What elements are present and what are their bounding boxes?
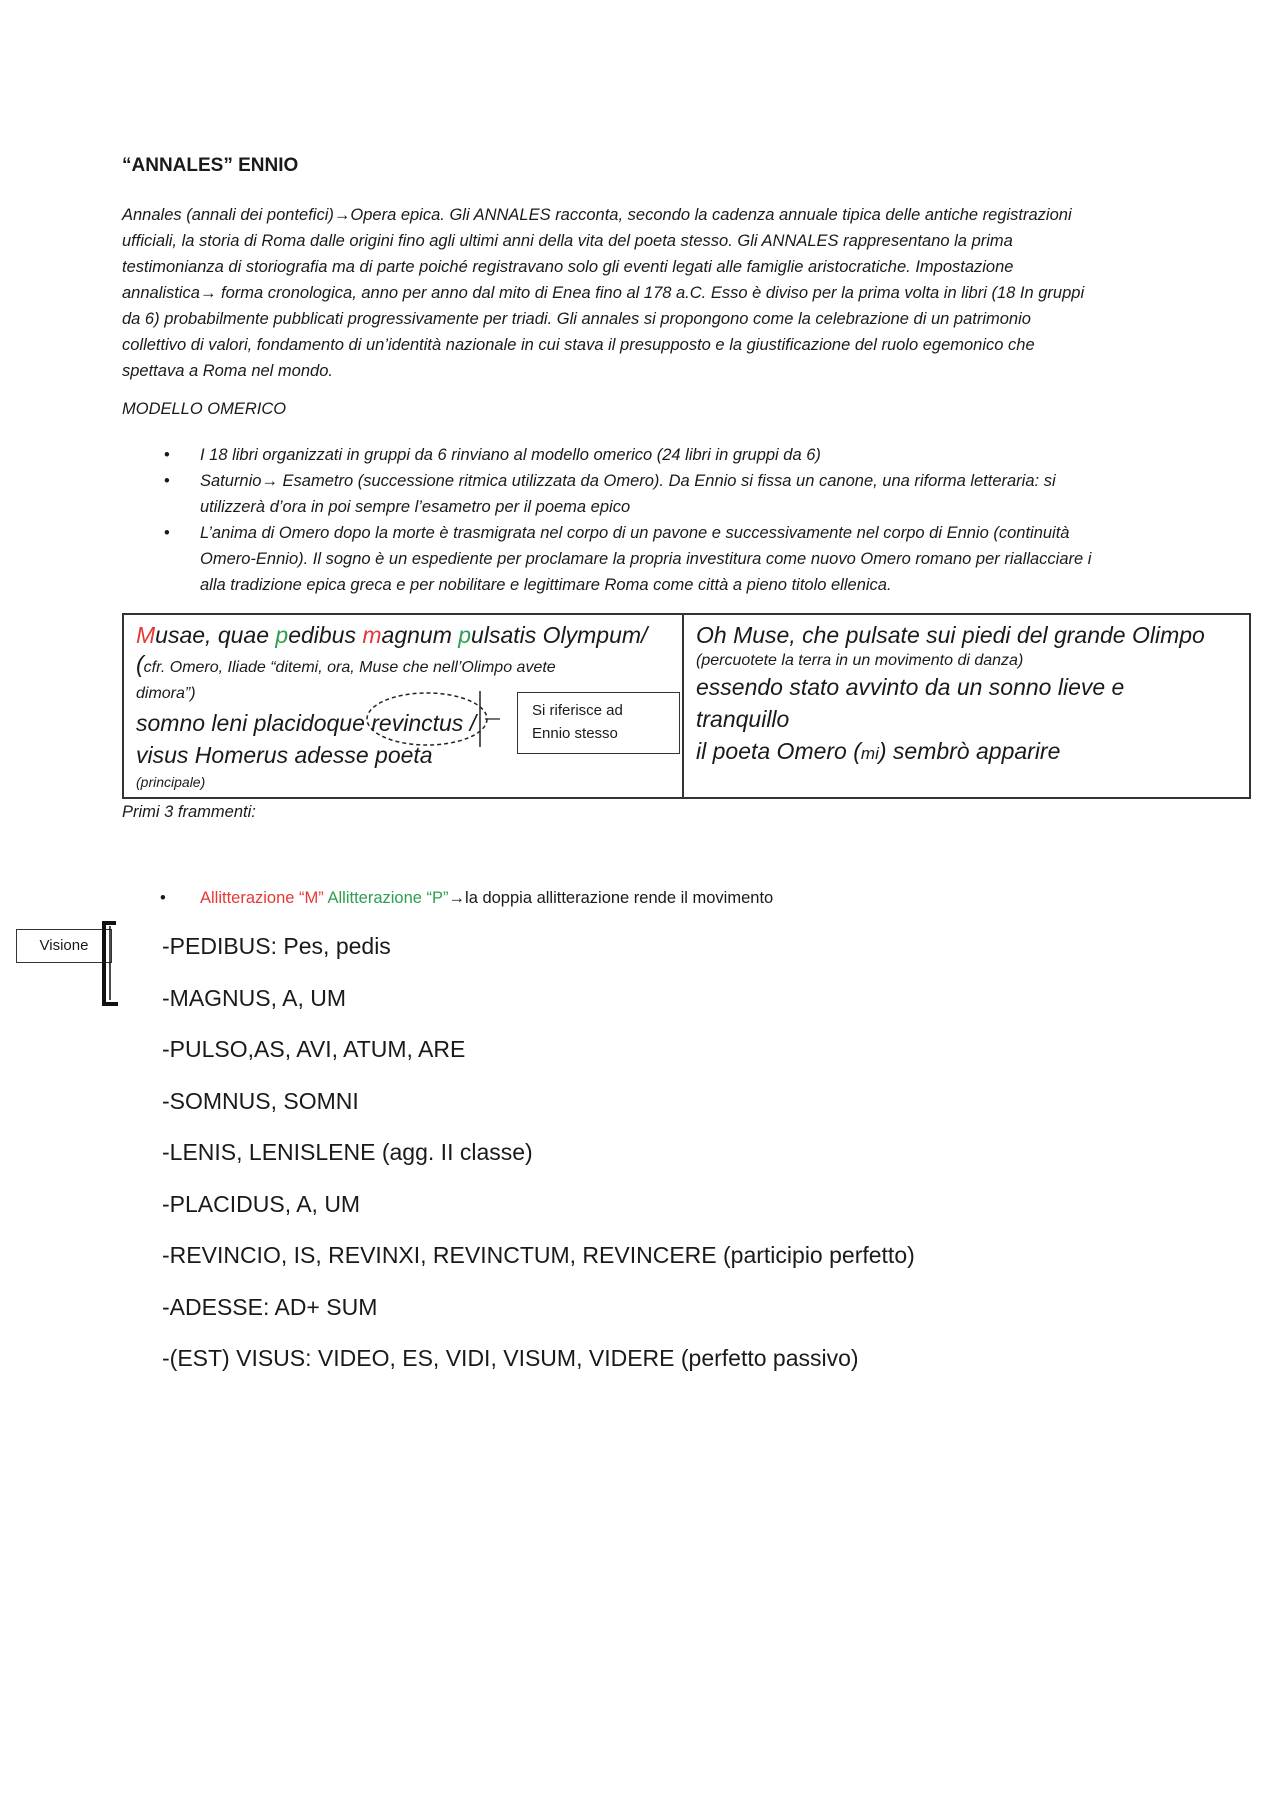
bracket-mark (100, 920, 124, 1010)
latin-line-2: somno leni placidoque revinctus / (136, 710, 477, 736)
intro-line: spettava a Roma nel mondo. (122, 362, 333, 380)
bullet-dot: • (160, 889, 166, 907)
vocabulary-item: -PLACIDUS, A, UM (162, 1190, 361, 1217)
list-item-line: Saturnio→ Esametro (successione ritmica utilizzata da Omero). Da Ennio si fissa un canone, una riforma letteraria: si (200, 472, 1056, 490)
alliteration-m-label: Allitterazione “M” (200, 889, 324, 907)
visione-label: Visione (16, 929, 112, 963)
latin-line-1 (136, 619, 672, 651)
vocabulary-item: -LENIS, LENISLENE (agg. II classe) (162, 1139, 533, 1165)
list-item-line: I 18 libri organizzati in gruppi da 6 rinviano al modello omerico (24 libri in gruppi da 6) (200, 446, 821, 464)
vocabulary-item: -PULSO,AS, AVI, ATUM, ARE (162, 1036, 466, 1062)
vocabulary-item: -REVINCIO, IS, REVINXI, REVINCTUM, REVINCERE (participio perfetto) (162, 1242, 915, 1268)
intro-line: testimonianza di storiografia ma di parte poiché registravano solo gli eventi legati alle famiglie aristocratiche. Impostazione (122, 258, 1014, 276)
latin-fragment: agnum (381, 622, 459, 648)
alliteration-item (160, 889, 773, 908)
intro-line: collettivo di valori, fondamento di un’identità nazionale in cui stava il presupposto e la giustificazione del ruolo egemonico che (122, 336, 1035, 354)
bullet-dot: • (164, 446, 170, 464)
intro-line: da 6) probabilmente pubblicati progressivamente per triadi. Gli annales si propongono come la celebrazione di un patrimonio (122, 310, 1031, 328)
bullet-dot: • (164, 524, 170, 542)
intro-line: Annales (annali dei pontefici)→Opera epica. Gli ANNALES racconta, secondo la cadenza annuale tipica delle antiche registrazioni (122, 206, 1072, 224)
bullet-dot: • (164, 472, 170, 490)
annotation-line: Si riferisce ad (532, 702, 623, 719)
latin-fragment: usae, quae (155, 622, 276, 648)
cfr-note-line: cfr. Omero, Iliade “ditemi, ora, Muse che nell’Olimpo avete (143, 659, 556, 676)
list-item-line: Omero-Ennio). Il sogno è un espediente per proclamare la propria investitura come nuovo Omero romano per riallacciare i (200, 550, 1092, 568)
latin-fragment: ulsatis Olympum/ (471, 622, 648, 648)
fragments-table (122, 613, 1251, 799)
annotation-box (517, 692, 680, 754)
list-item-line: L’anima di Omero dopo la morte è trasmigrata nel corpo di un pavone e successivamente nel corpo di Ennio (continuità (200, 524, 1070, 542)
vocabulary-list (162, 930, 915, 1394)
cfr-note-line: dimora”) (136, 685, 196, 702)
cfr-note (136, 651, 672, 681)
cfr-paren: ( (136, 651, 144, 677)
translation-fragment: il poeta Omero ( (696, 738, 861, 764)
translation-line-1: Oh Muse, che pulsate sui piedi del grande Olimpo (696, 622, 1205, 648)
principale-note: (principale) (136, 774, 206, 790)
list-item-line: alla tradizione epica greca e per nobilitare e legittimare Roma come città a pieno titolo ellenica. (200, 576, 892, 594)
list-item-line: utilizzerà d’ora in poi sempre l’esametro per il poema epico (200, 498, 631, 516)
translation-fragment: ) sembrò apparire (878, 738, 1061, 764)
translation-line-2: essendo stato avvinto da un sonno lieve e (696, 674, 1125, 700)
latin-line-3: visus Homerus adesse poeta (136, 742, 433, 768)
list-item (160, 442, 1170, 468)
annotation-line: Ennio stesso (532, 725, 618, 742)
translation-mi: mi (860, 744, 879, 763)
translation-cell (683, 614, 1250, 798)
alliteration-p-letter: p (275, 622, 289, 648)
translation-line-3 (696, 735, 1239, 770)
vocabulary-item: -ADESSE: AD+ SUM (162, 1293, 378, 1320)
latin-fragment: edibus (288, 622, 363, 648)
alliteration-m-letter: m (362, 622, 382, 648)
handdrawn-circle-annotation (360, 683, 500, 753)
list-item (160, 468, 1170, 520)
alliteration-m-letter: M (136, 622, 156, 648)
vocabulary-item: -PEDIBUS: Pes, pedis (162, 933, 391, 959)
alliteration-p-letter: p (458, 622, 472, 648)
page-title: “ANNALES” ENNIO (122, 155, 299, 176)
intro-line: annalistica→ forma cronologica, anno per anno dal mito di Enea fino al 178 a.C. Esso è diviso per la prima volta in libri (18 In gruppi (122, 284, 1085, 302)
alliteration-note: →la doppia allitterazione rende il movimento (448, 889, 774, 907)
section-heading: MODELLO OMERICO (122, 400, 287, 418)
translation-line-2-cont: tranquillo (696, 706, 790, 732)
list-item (160, 520, 1170, 598)
vocabulary-item: -(EST) VISUS: VIDEO, ES, VIDI, VISUM, VIDERE (perfetto passivo) (162, 1345, 859, 1371)
alliteration-p-label: Allitterazione “P” (327, 889, 449, 907)
fragments-caption: Primi 3 frammenti: (122, 803, 256, 821)
vocabulary-item: -SOMNUS, SOMNI (162, 1087, 359, 1114)
vocabulary-item: -MAGNUS, A, UM (162, 984, 347, 1011)
bullet-list (160, 442, 1170, 598)
translation-note: (percuotete la terra in un movimento di danza) (696, 652, 1024, 669)
intro-paragraph (122, 202, 1172, 384)
intro-line: ufficiali, la storia di Roma dalle origini fino agli ultimi anni della vita del poeta stesso. Gli ANNALES rappresentano la prima (122, 232, 1013, 250)
